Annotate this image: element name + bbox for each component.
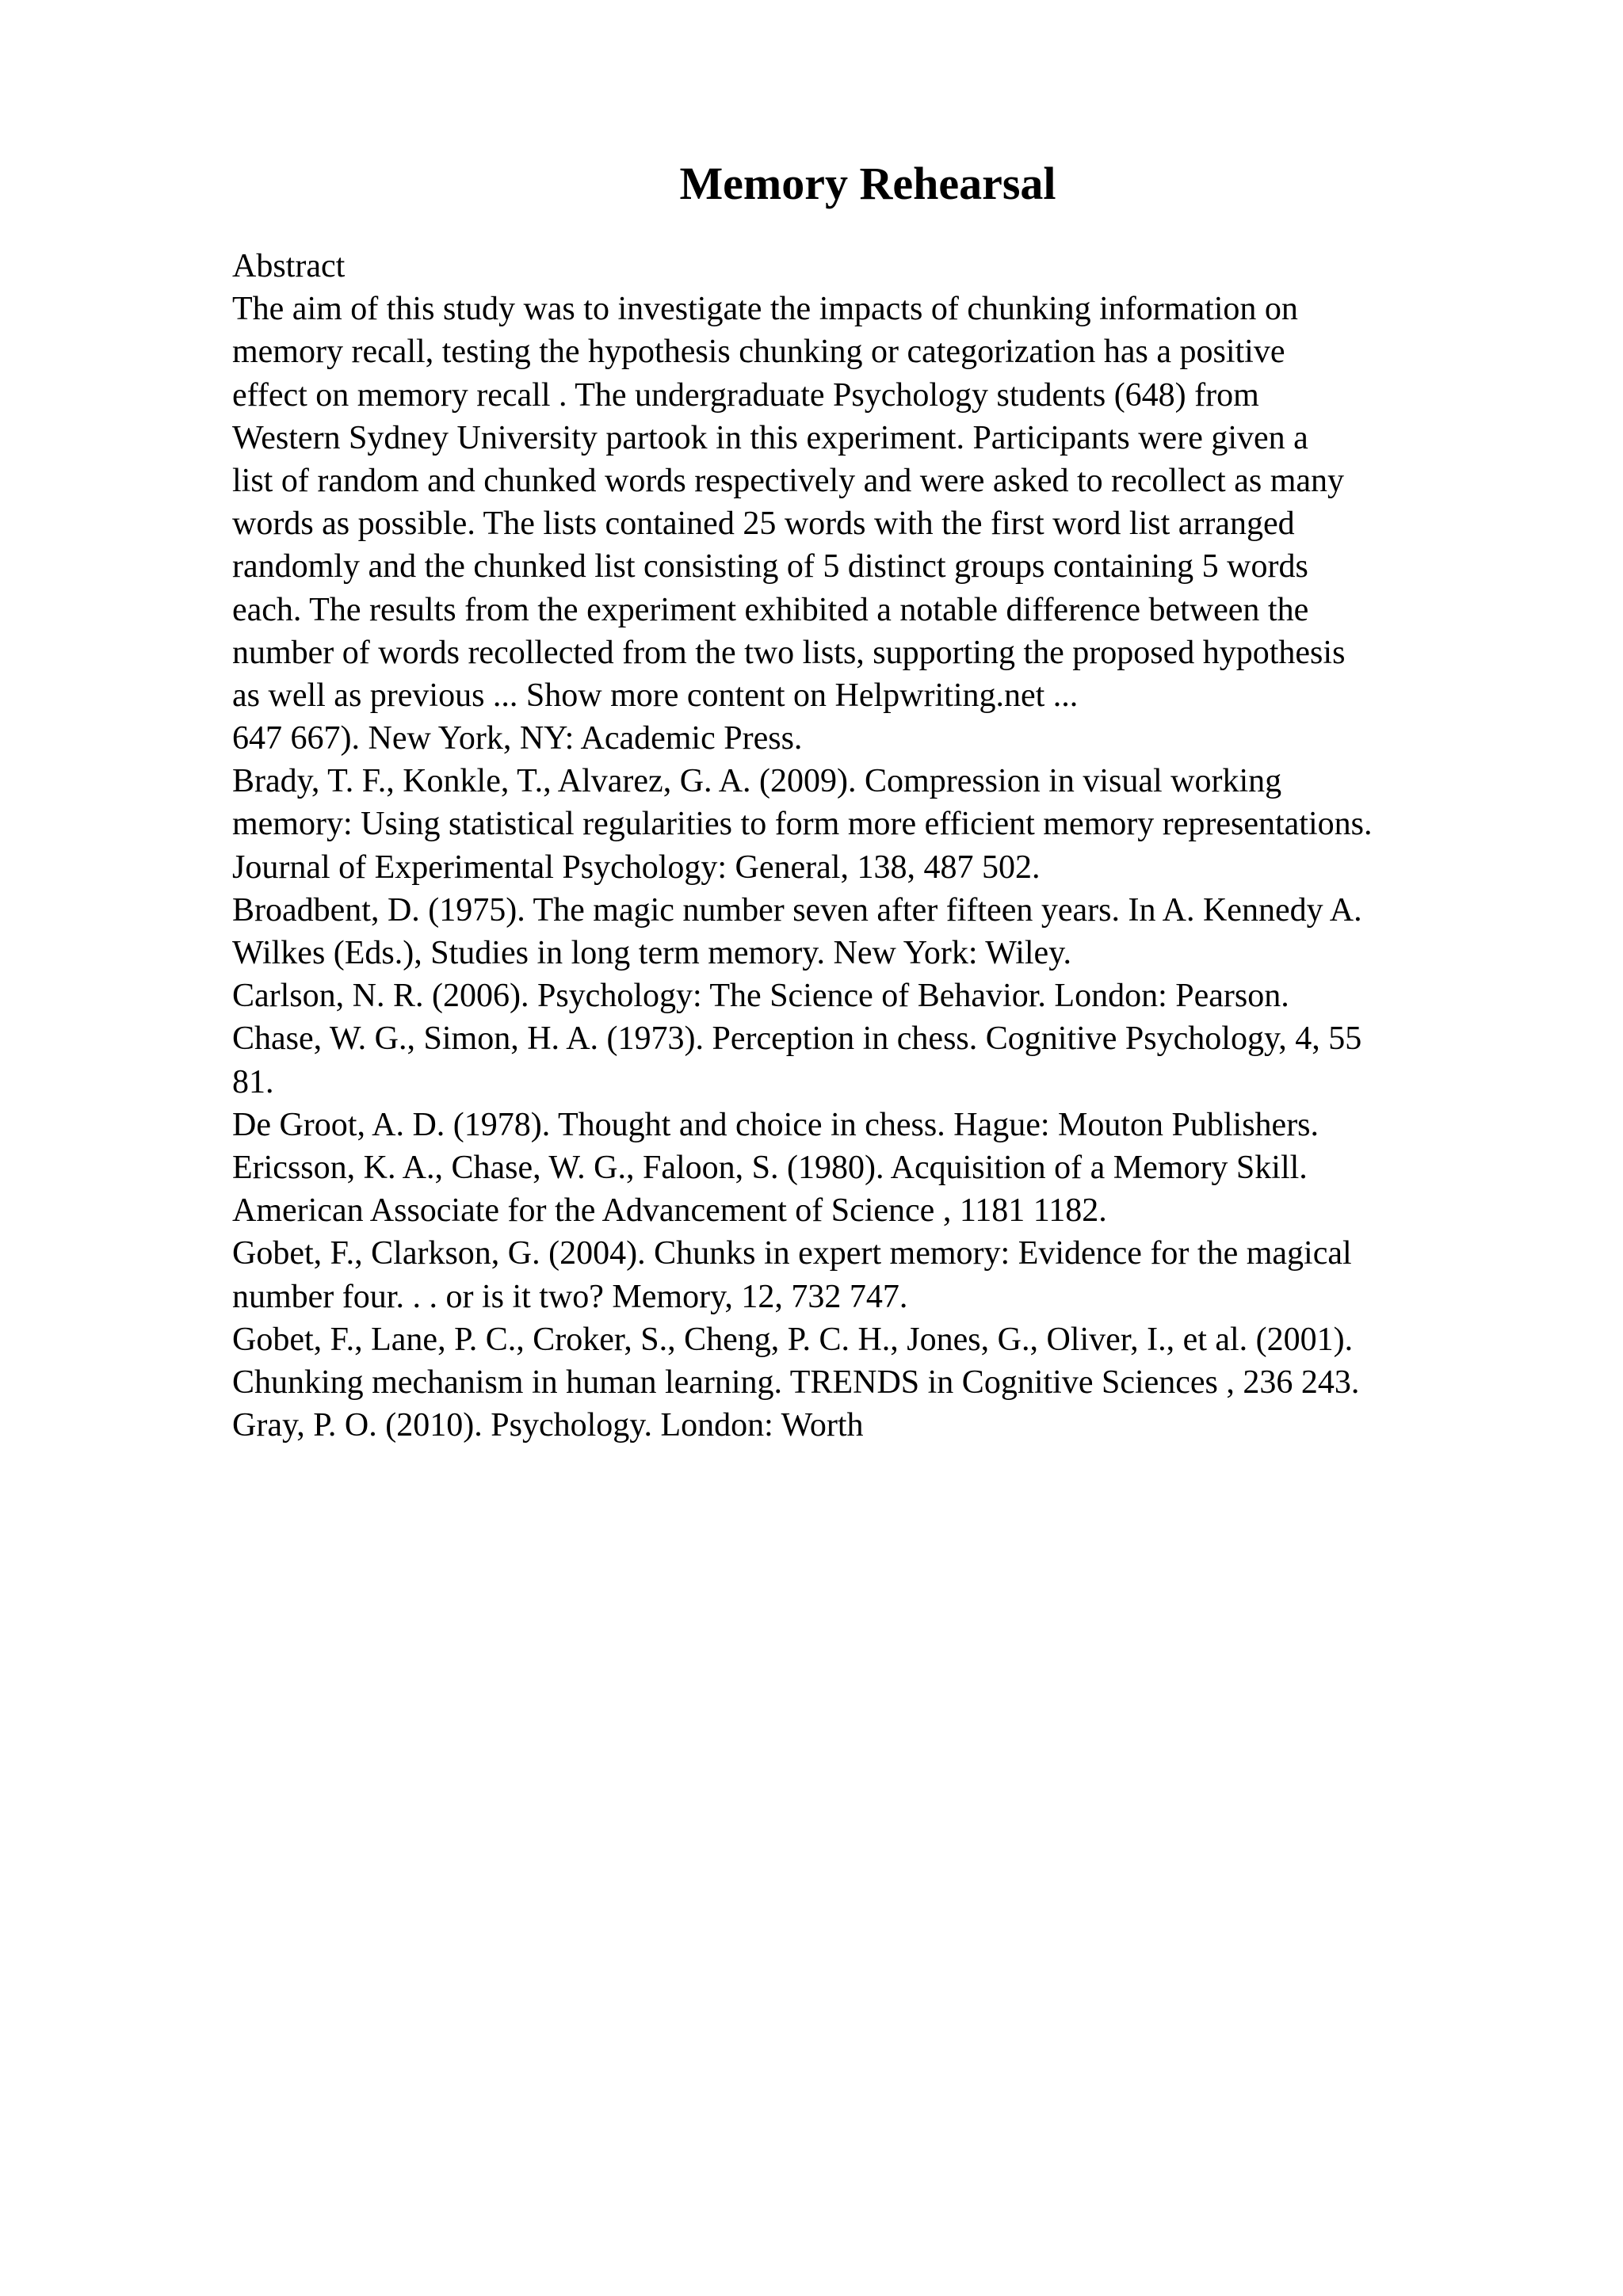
abstract-line: number of words recollected from the two lists, supporting the proposed hypothesis [232, 634, 1346, 671]
reference-line: Wilkes (Eds.), Studies in long term memory. New York: Wiley. [232, 935, 1071, 971]
reference-line: Broadbent, D. (1975). The magic number seven after fifteen years. In A. Kennedy A. [232, 891, 1362, 929]
reference-line: Brady, T. F., Konkle, T., Alvarez, G. A. (2009). Compression in visual working [232, 763, 1282, 800]
abstract-line: each. The results from the experiment exhibited a notable difference between the [232, 591, 1309, 628]
reference-line: memory: Using statistical regularities to form more efficient memory representations. [232, 806, 1373, 843]
abstract-line: Western Sydney University partook in this experiment. Participants were given a [232, 419, 1308, 456]
abstract-line: effect on memory recall . The undergraduate Psychology students (648) from [232, 376, 1259, 414]
document-body [232, 245, 1516, 1447]
abstract-line: The aim of this study was to investigate the impacts of chunking information on [232, 291, 1298, 328]
reference-line: American Associate for the Advancement of Science , 1181 1182. [232, 1192, 1107, 1230]
reference-line: Chunking mechanism in human learning. TRENDS in Cognitive Sciences , 236 243. [232, 1363, 1360, 1401]
reference-line: Gobet, F., Clarkson, G. (2004). Chunks in expert memory: Evidence for the magical [232, 1235, 1352, 1272]
reference-line: Journal of Experimental Psychology: General, 138, 487 502. [232, 849, 1041, 886]
reference-line: Gray, P. O. (2010). Psychology. London: Worth [232, 1407, 864, 1444]
abstract-heading: Abstract [232, 248, 346, 284]
reference-line: Carlson, N. R. (2006). Psychology: The Science of Behavior. London: Pearson. [232, 978, 1289, 1015]
abstract-line: list of random and chunked words respectively and were asked to recollect as many [232, 462, 1345, 499]
abstract-line: randomly and the chunked list consisting of 5 distinct groups containing 5 words [232, 548, 1308, 585]
reference-line: Chase, W. G., Simon, H. A. (1973). Perception in chess. Cognitive Psychology, 4, 55 [232, 1020, 1362, 1058]
abstract-line: as well as previous ... Show more content on Helpwriting.net ... [232, 677, 1079, 714]
reference-line: number four. . . or is it two? Memory, 12, 732 747. [232, 1278, 908, 1315]
abstract-line: memory recall, testing the hypothesis chunking or categorization has a positive [232, 334, 1285, 371]
reference-line: De Groot, A. D. (1978). Thought and choice in chess. Hague: Mouton Publishers. [232, 1106, 1319, 1143]
page-title: Memory Rehearsal [679, 158, 1056, 209]
abstract-line: words as possible. The lists contained 25 words with the first word list arranged [232, 505, 1295, 543]
reference-line: Ericsson, K. A., Chase, W. G., Faloon, S. (1980). Acquisition of a Memory Skill. [232, 1149, 1308, 1186]
reference-line: 81. [232, 1063, 274, 1100]
reference-line: Gobet, F., Lane, P. C., Croker, S., Cheng, P. C. H., Jones, G., Oliver, I., et al. (2001). [232, 1321, 1354, 1358]
reference-line: 647 667). New York, NY: Academic Press. [232, 720, 803, 757]
